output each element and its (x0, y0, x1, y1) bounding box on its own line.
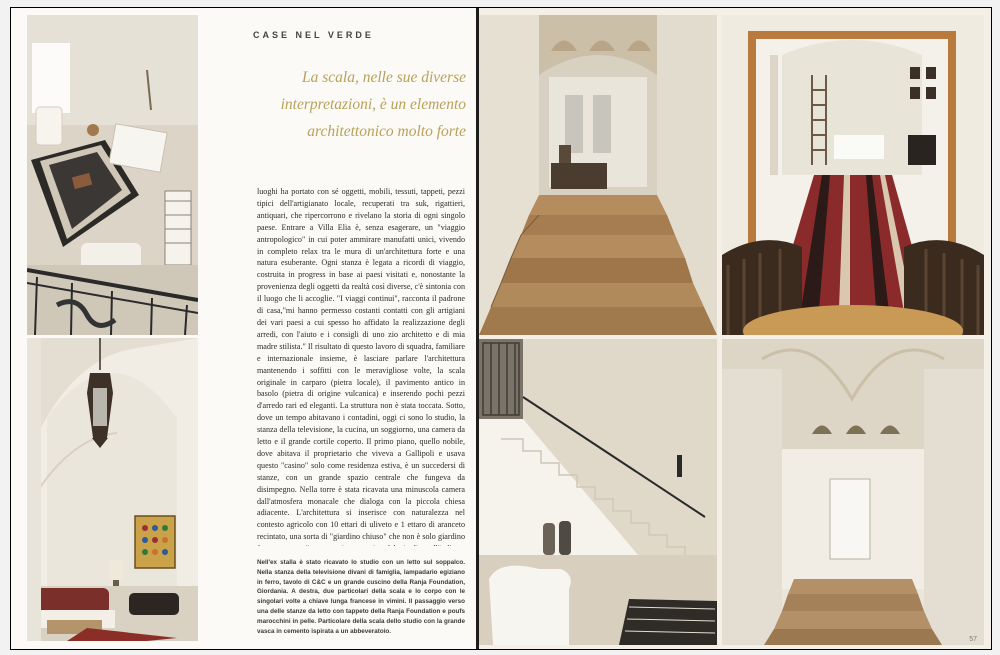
page-number: 57 (969, 636, 977, 643)
pull-quote: La scala, nelle sue diverse interpretazioni, è un elemento architettonico molto forte (280, 69, 466, 140)
white-staircase-photo (479, 339, 717, 645)
living-room-photo (27, 15, 198, 335)
photo-caption: Nell'ex stalla è stato ricavato lo studio con un letto sul soppalco. Nella stanza della televisione divani di famiglia, lampadario egiziano in ferro, tavolo di C&C e un grande cuscino della Ranja Foundation, Giordania. A destra, due particolari della scala e lo corpo con le singolari volte a chiave lunga francese in vimini. Il passaggio verso una delle stanze da letto con tappeto della Ranja Foundation e poufs marocchini in pelle. Particolare della scala dello studio con la grande vasca in cemento ispirata a un abbeveratoio. (257, 559, 465, 635)
lantern-room-photo (27, 338, 198, 641)
right-page (479, 8, 991, 649)
magazine-spread (10, 7, 992, 650)
doorway-rug-photo (722, 15, 984, 335)
article-body-text: luoghi ha portato con sé oggetti, mobili, tessuti, tappeti, pezzi tipici dell'artigianato locale, recuperati tra suk, rigattieri, antiquari, che ripercorrono e rivelano la storia di ogni singolo paese. Entrare a Villa Elia è, senza esagerare, un "viaggio antropologico" in cui poter ammirare manufatti unici, vivendo in completo relax tra le mura di un'architettura forte e una natura esuberante. Ogni stanza è legata a ricordi di viaggio, costruita in progress in base ai paesi visitati e, nonostante la provenienza degli oggetti da realtà così diverse, c'è sintonia con il luogo che li accoglie. "I viaggi continui", racconta il padrone di casa,"mi hanno permesso costanti contatti con gli artigiani dei vari paesi a cui spesso ho affidato la realizzazione degli arredi, con l'aiuto e i consigli di uno zio architetto e di mia madre stilista." Il risultato di questo lavoro di squadra, familiare e internazionale insieme, è lasciare parlare l'architettura mantenendo i soffitti con le meravigliose volte, la scala originale in carparo (pietra locale), il pavimento antico in basolo (pietra di origine vulcanica) e inserendo pochi pezzi d'arredo rari ed eleganti. La struttura non è stata toccata. Sotto, dove un tempo abitavano i contadini, oggi ci sono lo studio, la stanza della televisione, la cucina, un soggiorno, una camera da letto e il grande cortile coperto. Il primo piano, quello nobile, dove abitava il proprietario che viveva a Gallipoli e usava questo "casino" solo come residenza estiva, è un succedersi di stanze, con un grande spazio centrale che fungeva da disimpegno. Nella torre è stata ricavata una minuscola camera dall'atmosfera monacale che dialoga con la piccola chiesa adiacente. L'architettura si inserisce con naturalezza nel contesto agricolo con 10 ettari di uliveto e 1 ettaro di aranceto recintato, una sorta di "giardino chiuso" che non è solo giardino (257, 187, 465, 542)
vaulted-corridor-photo (722, 339, 984, 645)
section-title: CASE NEL VERDE (253, 30, 374, 40)
stone-staircase-photo (479, 15, 717, 335)
left-page (11, 8, 476, 649)
